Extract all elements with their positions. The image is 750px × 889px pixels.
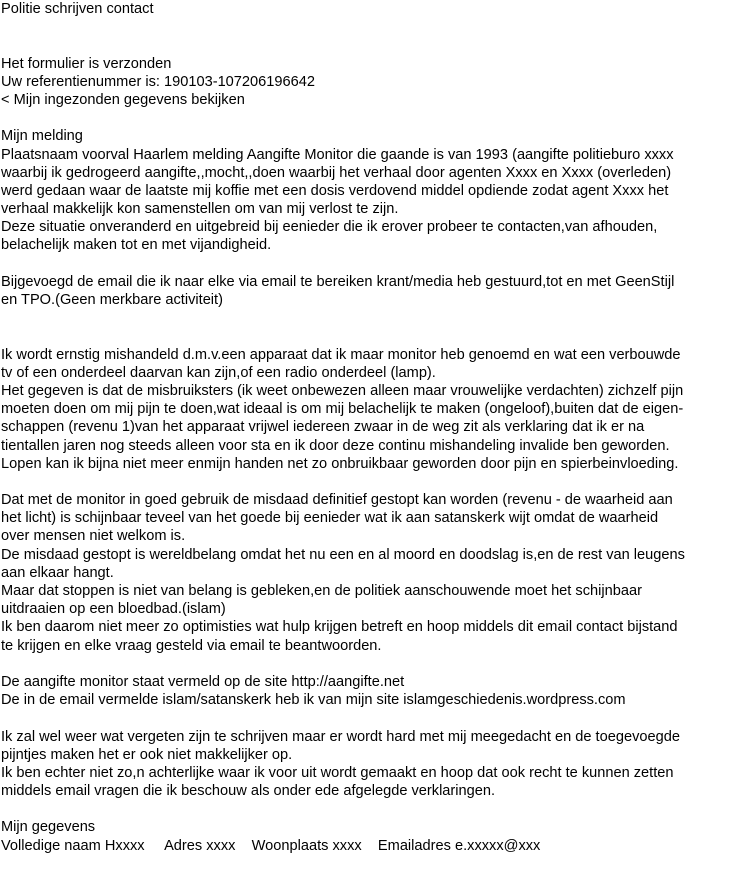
report-line: Ik wordt ernstig mishandeld d.m.v.een apparaat dat ik maar monitor heb genoemd en wat een verbouwde <box>1 346 681 363</box>
report-line: het licht) is schijnbaar teveel van het goede bij eenieder wat ik aan satanskerk wijt omdat de waarheid <box>1 510 659 527</box>
email-address: Emailadres e.xxxxx@xxx <box>377 837 541 854</box>
spacer <box>1 255 750 273</box>
spacer <box>1 800 750 818</box>
report-line: Ik ben echter niet zo,n achterlijke waar ik voor uit wordt gemaakt en hoop dat ook recht te kunnen zetten <box>1 764 674 781</box>
report-line: De in de email vermelde islam/satanskerk heb ik van mijn site islamgeschiedenis.wordpress.com <box>1 692 626 709</box>
city: Woonplaats xxxx <box>251 837 362 854</box>
report-line: Dat met de monitor in goed gebruik de misdaad definitief gestopt kan worden (revenu - de waarheid aan <box>1 492 673 509</box>
report-line: Ik zal wel weer wat vergeten zijn te schrijven maar er wordt hard met mij meegedacht en de toegevoegde <box>1 728 680 745</box>
report-line: De misdaad gestopt is wereldbelang omdat het nu een en al moord en doodslag is,en de rest van leugens <box>1 546 685 563</box>
report-line: en TPO.(Geen merkbare activiteit) <box>1 292 223 308</box>
report-line: over mensen niet welkom is. <box>1 528 186 545</box>
report-body <box>1 146 750 801</box>
view-submitted-data-link[interactable]: < Mijn ingezonden gegevens bekijken <box>1 91 245 108</box>
report-line: moeten doen om mij pijn te doen,wat ideaal is om mij belachelijk te maken (ongeloof),buiten dat de eigen- <box>1 401 684 418</box>
report-line: De aangifte monitor staat vermeld op de site http://aangifte.net <box>1 673 405 690</box>
report-line: Ik ben daarom niet meer zo optimisties wat hulp krijgen betreft en hoop middels dit email contact bijstand <box>1 619 678 636</box>
spacer <box>1 327 750 345</box>
submission-status: Het formulier is verzonden <box>1 55 172 72</box>
reference-number: Uw referentienummer is: 190103-107206196642 <box>1 73 315 90</box>
details-row <box>1 837 750 855</box>
spacer <box>1 655 750 673</box>
report-line: tv of een onderdeel daarvan kan zijn,of een radio onderdeel (lamp). <box>1 364 436 381</box>
report-line: Lopen kan ik bijna niet meer enmijn handen net zo onbruikbaar geworden door pijn en spierbeinvloeding. <box>1 455 679 472</box>
full-name: Volledige naam Hxxxx <box>1 837 145 854</box>
report-line: Bijgevoegd de email die ik naar elke via email te bereiken krant/media heb gestuurd,tot en met GeenStijl <box>1 273 675 290</box>
report-line: waarbij ik gedrogeerd aangifte,,mocht,,doen waarbij het verhaal door agenten Xxxx en Xxxx (overleden) <box>1 164 672 181</box>
spacer <box>1 36 750 54</box>
spacer <box>1 109 750 127</box>
report-line: schappen (revenu 1)van het apparaat vrijwel iedereen zwaar in de weg zit als verklaring dat ik er na <box>1 419 645 436</box>
report-line: tientallen jaren nog steeds alleen voor sta en ik door deze continu mishandeling invalide ben geworden. <box>1 437 670 454</box>
report-line: aan elkaar hangt. <box>1 564 114 581</box>
report-line: uitdraaien op een bloedbad.(islam) <box>1 601 226 618</box>
spacer <box>1 18 750 36</box>
report-heading: Mijn melding <box>1 128 83 145</box>
report-line: middels email vragen die ik beschouw als onder ede afgelegde verklaringen. <box>1 783 496 800</box>
report-line: belachelijk maken tot en met vijandigheid. <box>1 237 272 254</box>
report-line: Plaatsnaam voorval Haarlem melding Aangifte Monitor die gaande is van 1993 (aangifte politieburo xxxx <box>1 146 674 163</box>
report-line: te krijgen en elke vraag gesteld via email te beantwoorden. <box>1 637 382 654</box>
report-line: pijntjes maken het er ook niet makkelijker op. <box>1 746 293 763</box>
report-line: verhaal makkelijk kon samenstellen om van mij verlost te zijn. <box>1 201 399 218</box>
report-line: Het gegeven is dat de misbruiksters (ik weet onbewezen alleen maar vrouwelijke verdachten) zichzelf pijn <box>1 382 684 399</box>
report-line: Deze situatie onveranderd en uitgebreid bij eenieder die ik erover probeer te contacten,van afhouden, <box>1 219 658 236</box>
spacer <box>1 309 750 327</box>
spacer <box>1 473 750 491</box>
report-line: Maar dat stoppen is niet van belang is gebleken,en de politiek aanschouwende moet het schijnbaar <box>1 583 642 599</box>
details-heading: Mijn gegevens <box>1 819 96 836</box>
report-line: werd gedaan waar de laatste mij koffie met een dosis verdovend middel opdiende zodat agent Xxxx het <box>1 182 669 199</box>
address: Adres xxxx <box>164 837 236 854</box>
spacer <box>1 709 750 727</box>
page-title: Politie schrijven contact <box>1 1 154 17</box>
